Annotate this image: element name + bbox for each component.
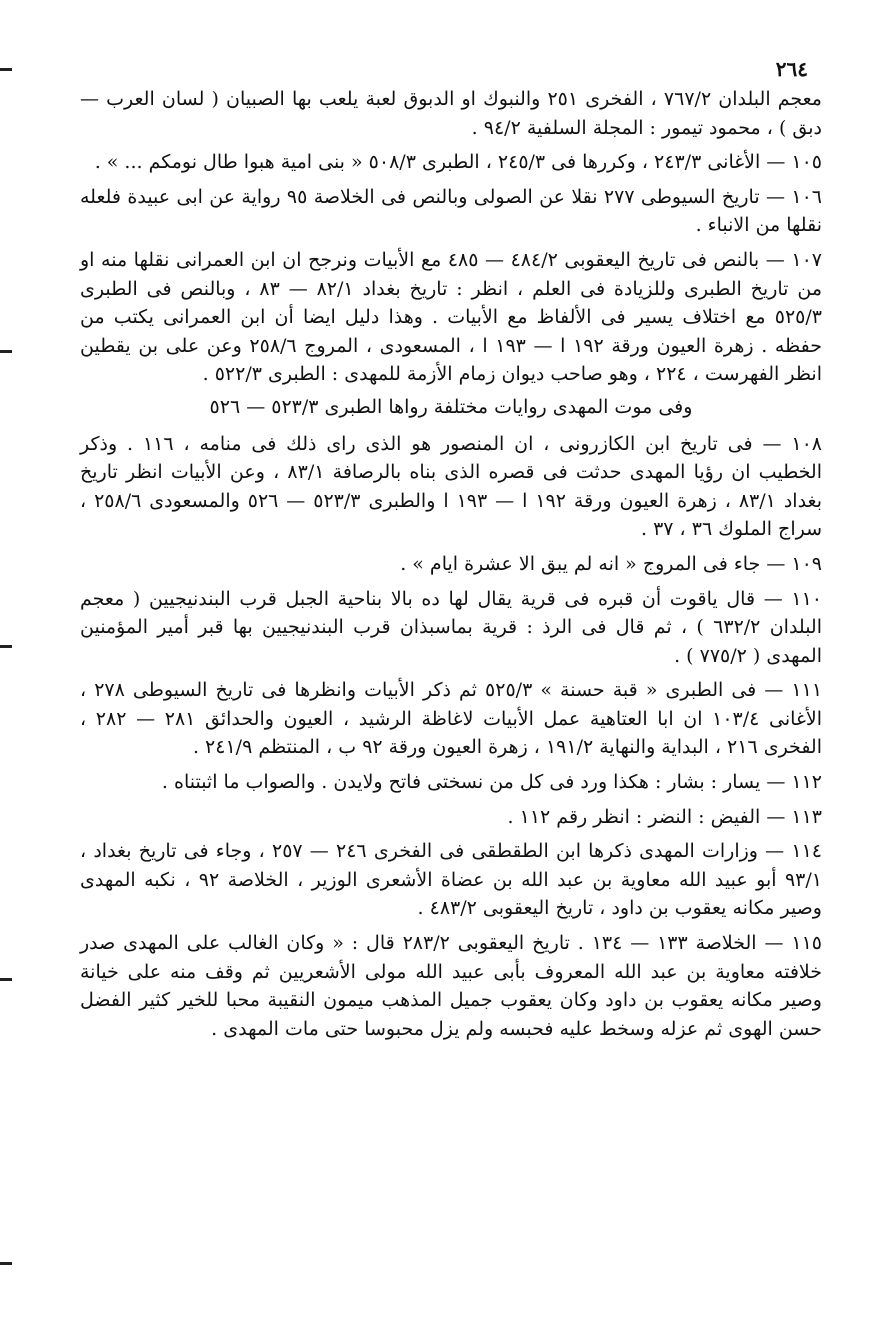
note-105: ١٠٥ — الأغانى ٢٤٣/٣ ، وكررها فى ٢٤٥/٣ ، الطبرى ٥٠٨/٣ « بنى امية هبوا طال نومكم ... » . — [94, 151, 822, 174]
margin-mark — [0, 350, 12, 353]
note-113: ١١٣ — الفيض : النضر : انظر رقم ١١٢ . — [507, 805, 822, 828]
note-112: ١١٢ — يسار : بشار : هكذا ورد فى كل من نسختى فاتح ولايدن . والصواب ما اثبتناه . — [161, 771, 822, 794]
note-111: ١١١ — فى الطبرى « قبة حسنة » ٥٢٥/٣ ثم ذكر الأبيات وانظرها فى تاريخ السيوطى ٢٧٨ ، الأغانى ١٠٣/٤ ان ابا العتاهية عمل الأبيات لاغاظة الرشيد ، العيون والحدائق ٢٨١ — ٢٨٢ ، الفخرى ٢١٦ ، البداية والنهاية ١٩١/٢ ، زهرة العيون ورقة ٩٢ ب ، المنتظم ٢٤١/٩ . — [80, 679, 823, 759]
margin-mark — [0, 1262, 12, 1265]
note-114: ١١٤ — وزارات المهدى ذكرها ابن الطقطقى فى الفخرى ٢٤٦ — ٢٥٧ ، وجاء فى تاريخ بغداد ، ٩٣/١ أبو عبيد الله معاوية بن عبد الله بن عضاة الأشعرى الوزير ، الخلاصة ٩٢ ، نكبه المهدى وصير مكانه يعقوب بن داود ، تاريخ اليعقوبى ٤٨٣/٢ . — [80, 840, 822, 920]
note-108: ١٠٨ — فى تاريخ ابن الكازرونى ، ان المنصور هو الذى راى ذلك فى منامه ، ١١٦ . وذكر الخطيب ان رؤيا المهدى حدثت فى قصره الذى بناه بالرصافة ٨٣/١ ، وعن الأبيات انظر تاريخ بغداد ٨٣/١ ، زهرة العيون ورقة ١٩٢ ا — ١٩٣ ا والطبرى ٥٢٣/٣ — ٥٢٦ والمسعودى ٢٥٨/٦ ، سراج الملوك ٣٦ ، ٣٧ . — [80, 432, 822, 541]
note-continuation: معجم البلدان ٧٦٧/٢ ، الفخرى ٢٥١ والنبوك او الدبوق لعبة يلعب بها الصبيان ( لسان العرب — دبق ) ، محمود تيمور : المجلة السلفية ٩٤/٢ . — [80, 88, 822, 139]
note-115: ١١٥ — الخلاصة ١٣٣ — ١٣٤ . تاريخ اليعقوبى ٢٨٣/٢ قال : « وكان الغالب على المهدى صدر خلافته معاوية بن عبد الله المعروف بأبى عبيد الله مولى الأشعريين ثم وقف منه على خيانة وصير مكانه يعقوب بن داود وكان يعقوب جميل المذهب ميمون النقيبة محبا للخير كثير الفضل حسن الهوى ثم عزله وسخط عليه فحبسه ولم يزل محبوسا حتى مات المهدى . — [80, 932, 822, 1040]
note-106: ١٠٦ — تاريخ السيوطى ٢٧٧ نقلا عن الصولى وبالنص فى الخلاصة ٩٥ رواية عن ابى عبيدة فلعله نقلها من الانباء . — [80, 185, 822, 237]
page-number: ٢٦٤ — [775, 57, 808, 81]
note-107: ١٠٧ — بالنص فى تاريخ اليعقوبى ٤٨٤/٢ — ٤٨٥ مع الأبيات ونرجح ان ابن العمرانى نقلها منه او من تاريخ الطبرى وللزيادة فى العلم ، انظر : تاريخ بغداد ٨٢/١ — ٨٣ ، وبالنص فى الطبرى ٥٢٥/٣ مع اختلاف يسير فى الألفاظ مع الأبيات . وهذا دليل ايضا أن ابن العمرانى يكتب من حفظه . زهرة العيون ورقة ١٩٢ ا — ١٩٣ ا ، المسعودى ، المروج ٢٥٨/٦ وعن على بن يقطين انظر الفهرست ، ٢٢٤ ، وهو صاحب ديوان زمام الأزمة للمهدى : الطبرى ٥٢٢/٣ . — [80, 248, 822, 386]
margin-mark — [0, 978, 12, 981]
note-107-addendum: وفى موت المهدى روايات مختلفة رواها الطبرى ٥٢٣/٣ — ٥٢٦ — [209, 395, 693, 418]
margin-mark — [0, 645, 12, 648]
margin-mark — [0, 68, 12, 71]
page — [80, 55, 822, 1043]
note-109: ١٠٩ — جاء فى المروج « انه لم يبق الا عشرة ايام » . — [400, 552, 822, 575]
note-110: ١١٠ — قال ياقوت أن قبره فى قرية يقال لها ده بالا بناحية الجبل قرب البندنيجيين ( معجم البلدان ٦٣٢/٢ ) ، ثم قال فى الرذ : قرية بماسبذان قرب البندنيجيين بها قبر أمير المؤمنين المهدى ( ٧٧٥/٢ ) . — [80, 587, 823, 667]
